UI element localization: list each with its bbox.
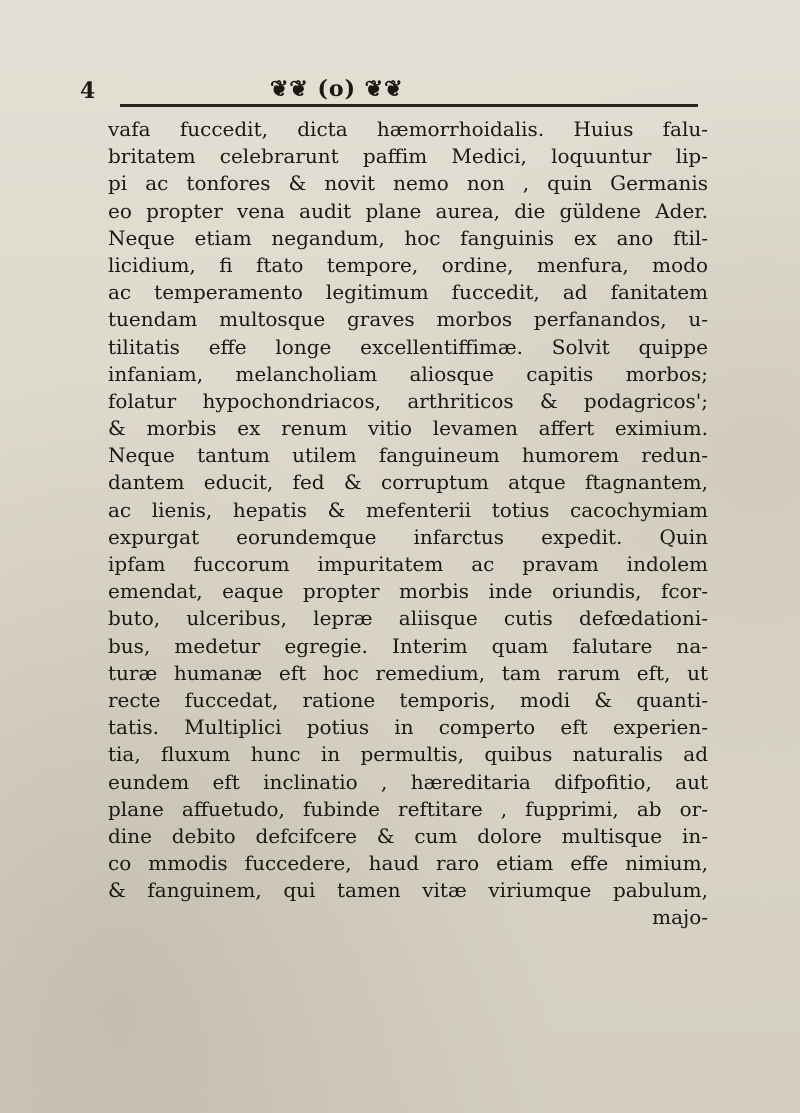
text-line: dantem educit, fed & corruptum atque ftagnantem, [108, 470, 708, 495]
text-line: & fanguinem, qui tamen vitæ viriumque pabulum, [108, 878, 708, 903]
catchword: majo- [652, 905, 708, 930]
text-line: recte fuccedat, ratione temporis, modi & quanti- [108, 687, 708, 712]
text-line: britatem celebrarunt paffim Medici, loquuntur lip- [108, 144, 708, 169]
text-line: buto, ulceribus, lepræ aliisque cutis defœdationi- [108, 606, 708, 631]
text-line: tilitatis effe longe excellentiffimæ. Solvit quippe [108, 334, 708, 359]
text-line: ac temperamento legitimum fuccedit, ad fanitatem [108, 280, 708, 305]
page-number: 4 [80, 78, 96, 104]
body-text [108, 116, 708, 932]
text-line: folatur hypochondriacos, arthriticos & podagricos'; [108, 388, 708, 413]
text-line: bus, medetur egregie. Interim quam falutare na- [108, 633, 708, 658]
text-line: plane affuetudo, fubinde reftitare , fupprimi, ab or- [108, 796, 708, 821]
text-line: ipfam fuccorum impuritatem ac pravam indolem [108, 552, 708, 576]
text-line: turæ humanæ eft hoc remedium, tam rarum eft, ut [108, 660, 708, 685]
text-line: pi ac tonfores & novit nemo non , quin Germanis [108, 171, 708, 196]
text-line: tia, fluxum hunc in permultis, quibus naturalis ad [108, 742, 708, 767]
text-line: licidium, fi ftato tempore, ordine, menfura, modo [108, 252, 708, 277]
text-line: tuendam multosque graves morbos perfanandos, u- [108, 307, 708, 332]
text-line: dine debito defcifcere & cum dolore multisque in- [108, 823, 708, 848]
text-line: ac lienis, hepatis & mefenterii totius cacochymiam [108, 497, 708, 522]
text-line: emendat, eaque propter morbis inde oriundis, fcor- [108, 579, 708, 604]
header-ornament: ❦❦ (o) ❦❦ [270, 76, 404, 102]
text-line: tatis. Multiplici potius in comperto eft experien- [108, 715, 708, 740]
text-line: eo propter vena audit plane aurea, die güldene Ader. [108, 198, 708, 223]
header-rule [120, 104, 698, 107]
text-line: vafa fuccedit, dicta hæmorrhoidalis. Huius falu- [108, 117, 708, 141]
text-line: expurgat eorundemque infarctus expedit. Quin [108, 524, 708, 549]
text-line: co mmodis fuccedere, haud raro etiam effe nimium, [108, 851, 708, 876]
text-line: Neque tantum utilem fanguineum humorem redun- [108, 443, 708, 468]
text-line: Neque etiam negandum, hoc fanguinis ex ano ftil- [108, 225, 708, 250]
text-line: eundem eft inclinatio , hæreditaria difpofitio, aut [108, 769, 708, 794]
text-line: infaniam, melancholiam aliosque capitis morbos; [108, 361, 708, 386]
text-line: & morbis ex renum vitio levamen affert eximium. [108, 416, 708, 441]
